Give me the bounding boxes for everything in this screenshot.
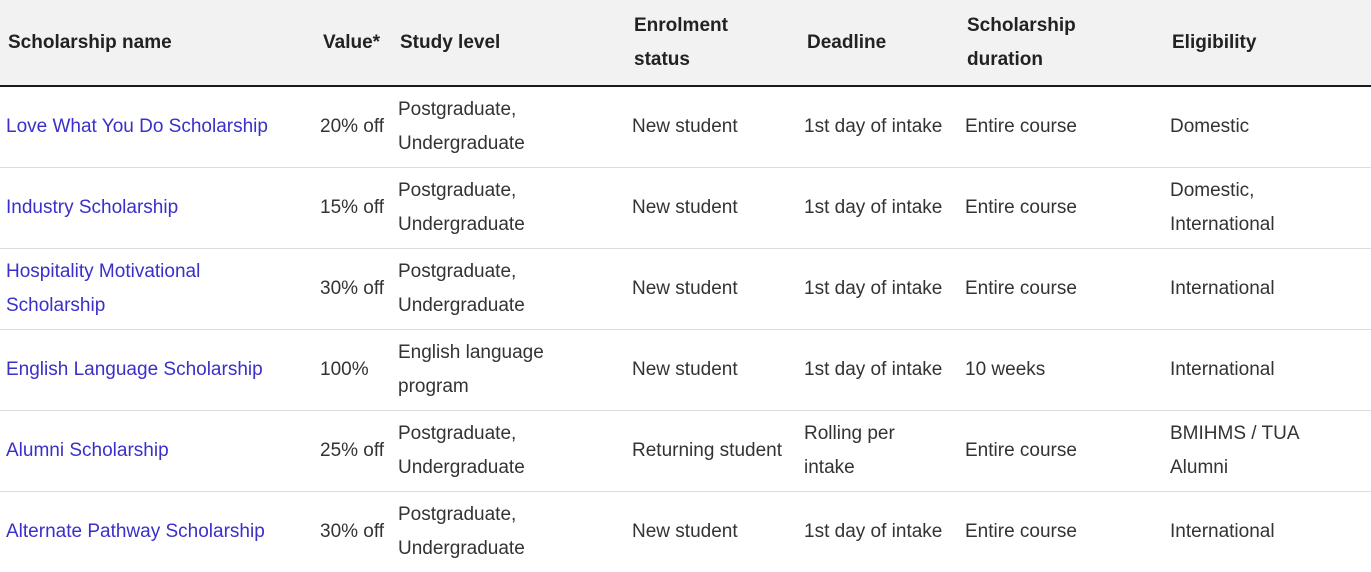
deadline: 1st day of intake [804,521,943,542]
deadline: 1st day of intake [804,197,943,218]
header-scholarship-duration: Scholarship duration [967,14,1076,70]
table-row [0,411,1371,492]
table-body [0,87,1371,572]
table-row [0,492,1371,572]
study-level: Postgraduate, Undergraduate [398,261,525,316]
table-row [0,249,1371,330]
eligibility: Domestic, International [1170,180,1275,235]
scholarship-duration: Entire course [965,116,1077,137]
eligibility: Domestic [1170,116,1250,137]
scholarship-value: 100% [320,359,369,380]
table-row [0,330,1371,411]
scholarship-value: 25% off [320,440,385,461]
scholarship-value: 20% off [320,116,385,137]
eligibility: International [1170,521,1275,542]
scholarship-name-link[interactable]: Alternate Pathway Scholarship [6,521,265,542]
scholarship-duration: Entire course [965,278,1077,299]
header-study-level: Study level [400,31,501,53]
table-row [0,87,1371,168]
scholarship-duration: 10 weeks [965,359,1046,380]
deadline: 1st day of intake [804,278,943,299]
study-level: Postgraduate, Undergraduate [398,423,525,478]
scholarship-name-link[interactable]: Alumni Scholarship [6,440,169,461]
scholarship-name-link[interactable]: Hospitality Motivational Scholarship [6,261,201,316]
scholarship-name-link[interactable]: English Language Scholarship [6,359,263,380]
header-value: Value* [323,31,381,53]
scholarship-duration: Entire course [965,440,1077,461]
scholarship-value: 30% off [320,521,385,542]
table-row [0,168,1371,249]
eligibility: BMIHMS / TUA Alumni [1170,423,1299,478]
scholarship-value: 30% off [320,278,385,299]
header-enrolment-status: Enrolment status [634,14,728,70]
deadline: 1st day of intake [804,359,943,380]
study-level: Postgraduate, Undergraduate [398,99,525,154]
enrolment-status: New student [632,521,738,542]
enrolment-status: Returning student [632,440,782,461]
enrolment-status: New student [632,359,738,380]
enrolment-status: New student [632,278,738,299]
header-deadline: Deadline [807,31,887,53]
deadline: Rolling per intake [804,423,895,478]
enrolment-status: New student [632,197,738,218]
eligibility: International [1170,278,1275,299]
scholarship-name-link[interactable]: Industry Scholarship [6,197,179,218]
study-level: Postgraduate, Undergraduate [398,504,525,559]
eligibility: International [1170,359,1275,380]
enrolment-status: New student [632,116,738,137]
study-level: Postgraduate, Undergraduate [398,180,525,235]
header-scholarship-name: Scholarship name [8,31,172,53]
study-level: English language program [398,342,544,397]
scholarship-name-link[interactable]: Love What You Do Scholarship [6,116,268,137]
scholarship-value: 15% off [320,197,385,218]
header-eligibility: Eligibility [1172,31,1257,53]
table-header-row [0,0,1371,87]
deadline: 1st day of intake [804,116,943,137]
scholarship-duration: Entire course [965,197,1077,218]
scholarship-duration: Entire course [965,521,1077,542]
